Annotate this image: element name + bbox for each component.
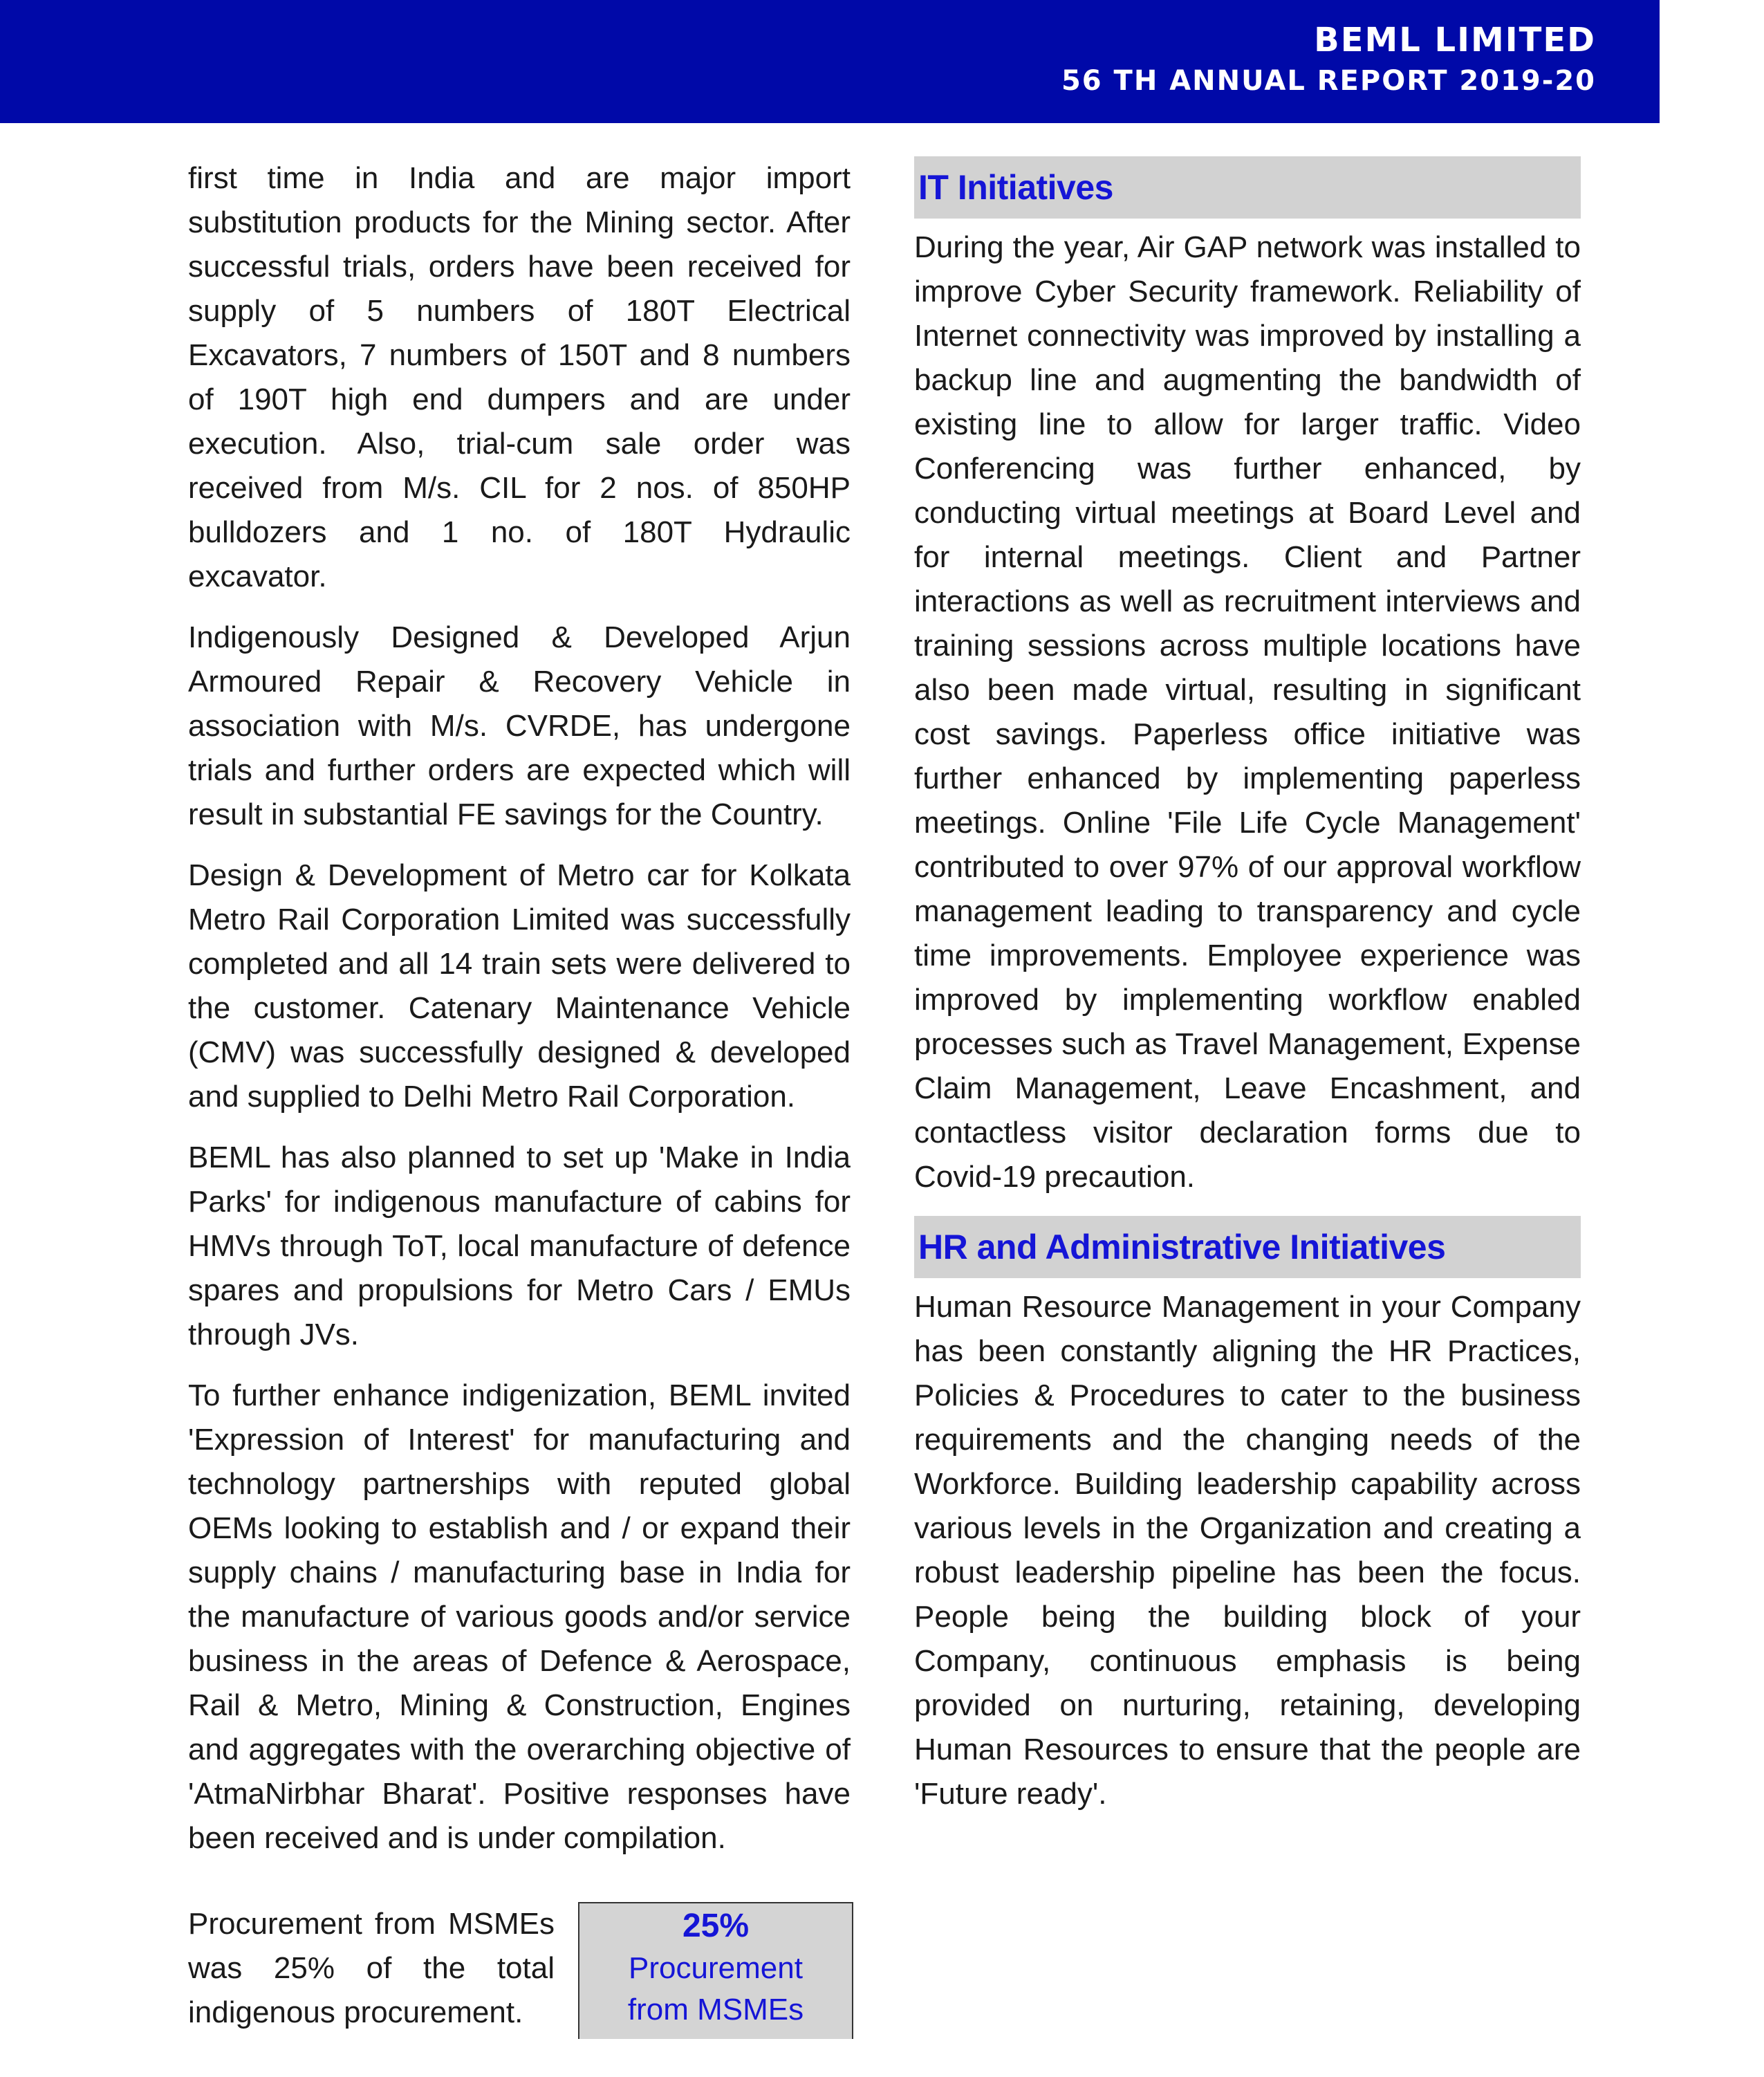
report-title: 56 TH ANNUAL REPORT 2019-20 [1061, 65, 1596, 97]
paragraph-metro-car: Design & Development of Metro car for Kolkata Metro Rail Corporation Limited was successfully completed and all 14 train sets were delivered to the customer. Catenary Maintenance Vehicle (CMV) was successfully designed & developed and supplied to Delhi Metro Rail Corporation. [188, 858, 851, 1114]
report-header-banner [0, 0, 1660, 123]
it-initiatives-heading: IT Initiatives [914, 156, 1581, 219]
it-initiatives-paragraph: During the year, Air GAP network was installed to improve Cyber Security framework. Reliability of Internet connectivity was improved by installing a backup line and augmenting the bandwidth of existing line to allow for larger traffic. Video Conferencing was further enhanced, by conducting virtual meetings at Board Level and for internal meetings. Client and Partner interactions as well as recruitment interviews and training sessions across multiple locations have also been made virtual, resulting in significant cost savings. Paperless office initiative was further enhanced by implementing paperless meetings. Online 'File Life Cycle Management' contributed to over 97% of our approval workflow management leading to transparency and cycle time improvements. Employee experience was improved by implementing workflow enabled processes such as Travel Management, Expense Claim Management, Leave Encashment, and contactless visitor declaration forms due to Covid-19 precaution. [914, 230, 1581, 1194]
msme-highlight-box [578, 1902, 853, 2039]
msme-label-line2: from MSMEs [627, 1993, 804, 2027]
hr-initiatives-heading: HR and Administrative Initiatives [914, 1216, 1581, 1278]
msme-label-line1: Procurement [629, 1951, 803, 1985]
paragraph-mining-orders: first time in India and are major import substitution products for the Mining sector. After successful trials, orders have been received for supply of 5 numbers of 180T Electrical Excavators, 7 numbers of 150T and 8 numbers of 190T high end dumpers and are under execution. Also, trial-cum sale order was received from M/s. CIL for 2 nos. of 850HP bulldozers and 1 no. of 180T Hydraulic excavator. [188, 161, 851, 593]
paragraph-indigenization: To further enhance indigenization, BEML invited 'Expression of Interest' for manufacturing and technology partnerships with reputed global OEMs looking to establish and / or expand their supply chains / manufacturing base in India for the manufacture of various goods and/or service business in the areas of Defence & Aerospace, Rail & Metro, Mining & Construction, Engines and aggregates with the overarching objective of 'AtmaNirbhar Bharat'. Positive responses have been received and is under compilation. [188, 1378, 851, 1855]
right-column [914, 156, 1581, 1816]
paragraph-make-in-india: BEML has also planned to set up 'Make in India Parks' for indigenous manufacture of cabins for HMVs through ToT, local manufacture of defence spares and propulsions for Metro Cars / EMUs through JVs. [188, 1141, 851, 1351]
left-column [188, 156, 851, 1861]
msme-paragraph: Procurement from MSMEs was 25% of the total indigenous procurement. [188, 1907, 555, 2029]
hr-initiatives-paragraph: Human Resource Management in your Company has been constantly aligning the HR Practices, Policies & Procedures to cater to the business requirements and the changing needs of the Workforce. Building leadership capability across various levels in the Organization and creating a robust leadership pipeline has been the focus. People being the building block of your Company, continuous emphasis is being provided on nurturing, retaining, developing Human Resources to ensure that the people are 'Future ready'. [914, 1290, 1581, 1811]
paragraph-arjun-vehicle: Indigenously Designed & Developed Arjun Armoured Repair & Recovery Vehicle in association with M/s. CVRDE, has undergone trials and further orders are expected which will result in substantial FE savings for the Country. [188, 620, 851, 831]
msme-percentage: 25% [682, 1908, 750, 1944]
company-name: BEML LIMITED [1314, 21, 1596, 59]
msme-section [188, 1902, 852, 2040]
